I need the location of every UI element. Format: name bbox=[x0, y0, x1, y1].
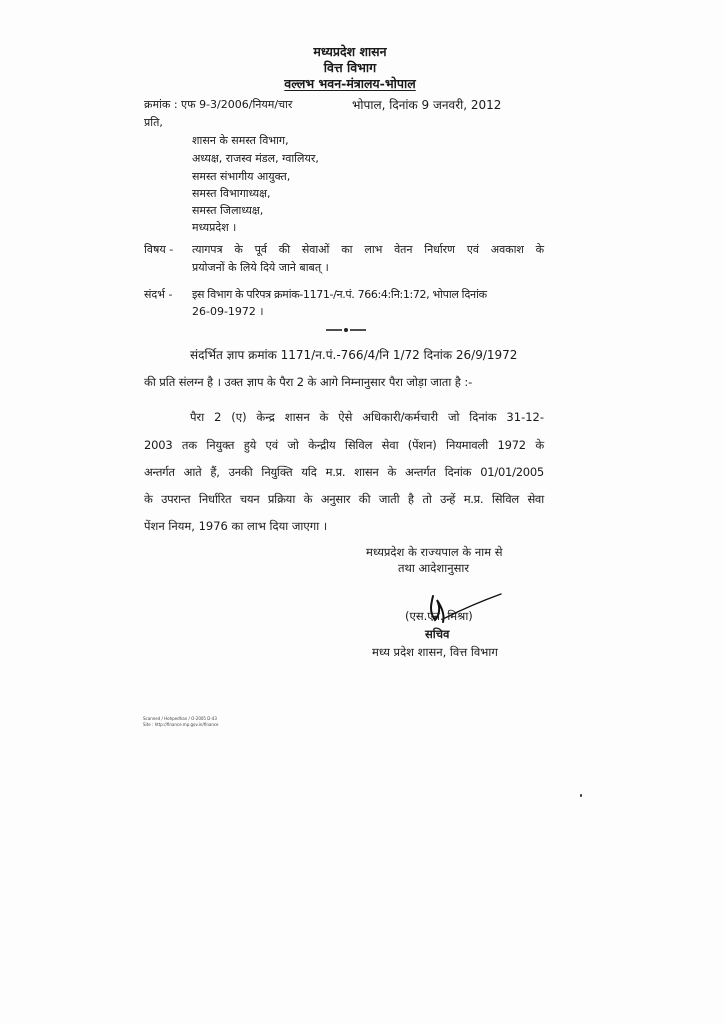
body-para2-line3: अन्तर्गत आते हैं, उनकी नियुक्ति यदि म.प्र. शासन के अन्तर्गत दिनांक 01/01/2005 bbox=[144, 465, 544, 479]
subject-line1: त्यागपत्र के पूर्व की सेवाओं का लाभ वेतन निर्धारण एवं अवकाश के bbox=[192, 243, 544, 256]
recipient-item: मध्यप्रदेश । bbox=[192, 221, 237, 234]
signatory-office: मध्य प्रदेश शासन, वित्त विभाग bbox=[372, 645, 498, 659]
recipient-item: शासन के समस्त विभाग, bbox=[192, 134, 289, 147]
recipient-item: अध्यक्ष, राजस्व मंडल, ग्वालियर, bbox=[192, 152, 319, 165]
footnote-line2: Site : http://finance.mp.gov.in/finance bbox=[143, 722, 219, 727]
recipient-item: समस्त संभागीय आयुक्त, bbox=[192, 170, 291, 183]
body-para1-line2: की प्रति संलग्न है । उक्त ज्ञाप के पैरा 2 के आगे निम्नानुसार पैरा जोड़ा जाता है :- bbox=[144, 375, 473, 389]
section-divider bbox=[326, 326, 366, 334]
header-department: वित्त विभाग bbox=[323, 60, 377, 75]
body-para2-line5: पेंशन नियम, 1976 का लाभ दिया जाएगा । bbox=[144, 519, 328, 533]
reference-number: क्रमांक : एफ 9-3/2006/नियम/चार bbox=[144, 98, 293, 111]
header-address: वल्लभ भवन-मंत्रालय-भोपाल bbox=[284, 76, 416, 91]
recipient-item: समस्त जिलाध्यक्ष, bbox=[192, 204, 264, 217]
closing-line1: मध्यप्रदेश के राज्यपाल के नाम से bbox=[366, 545, 503, 559]
signatory-name: (एस.एन. मिश्रा) bbox=[405, 609, 473, 623]
header-govt: मध्यप्रदेश शासन bbox=[313, 44, 387, 59]
signatory-designation: सचिव bbox=[425, 627, 450, 641]
reference-note-line1: इस विभाग के परिपत्र क्रमांक-1171-/न.पं. 766:4:नि:1:72, भोपाल दिनांक bbox=[192, 288, 487, 301]
body-para2-line4: के उपरान्त निर्धारित चयन प्रक्रिया के अनुसार की जाती है तो उन्हें म.प्र. सिविल सेवा bbox=[144, 492, 544, 506]
subject-label: विषय - bbox=[144, 243, 174, 256]
reference-date: भोपाल, दिनांक 9 जनवरी, 2012 bbox=[352, 98, 502, 112]
footnote-line1: Scanned / Hohpedhan / O-2005 D-43 bbox=[143, 716, 217, 721]
reference-note-line2: 26-09-1972 । bbox=[192, 305, 264, 318]
recipient-item: समस्त विभागाध्यक्ष, bbox=[192, 187, 271, 200]
body-para2-line2: 2003 तक नियुक्त हुये एवं जो केन्द्रीय सिविल सेवा (पेंशन) नियमावली 1972 के bbox=[144, 438, 544, 452]
scan-speck bbox=[580, 794, 582, 797]
recipient-prati: प्रति, bbox=[144, 116, 163, 129]
closing-line2: तथा आदेशानुसार bbox=[398, 561, 470, 575]
body-para1-line1: संदर्भित ज्ञाप क्रमांक 1171/न.पं.-766/4/नि 1/72 दिनांक 26/9/1972 bbox=[190, 348, 518, 362]
subject-line2: प्रयोजनों के लिये दिये जाने बाबत् । bbox=[192, 261, 329, 274]
body-para2-line1: पैरा 2 (ए) केन्द्र शासन के ऐसे अधिकारी/कर्मचारी जो दिनांक 31-12- bbox=[190, 410, 544, 424]
reference-note-label: संदर्भ - bbox=[144, 288, 173, 301]
